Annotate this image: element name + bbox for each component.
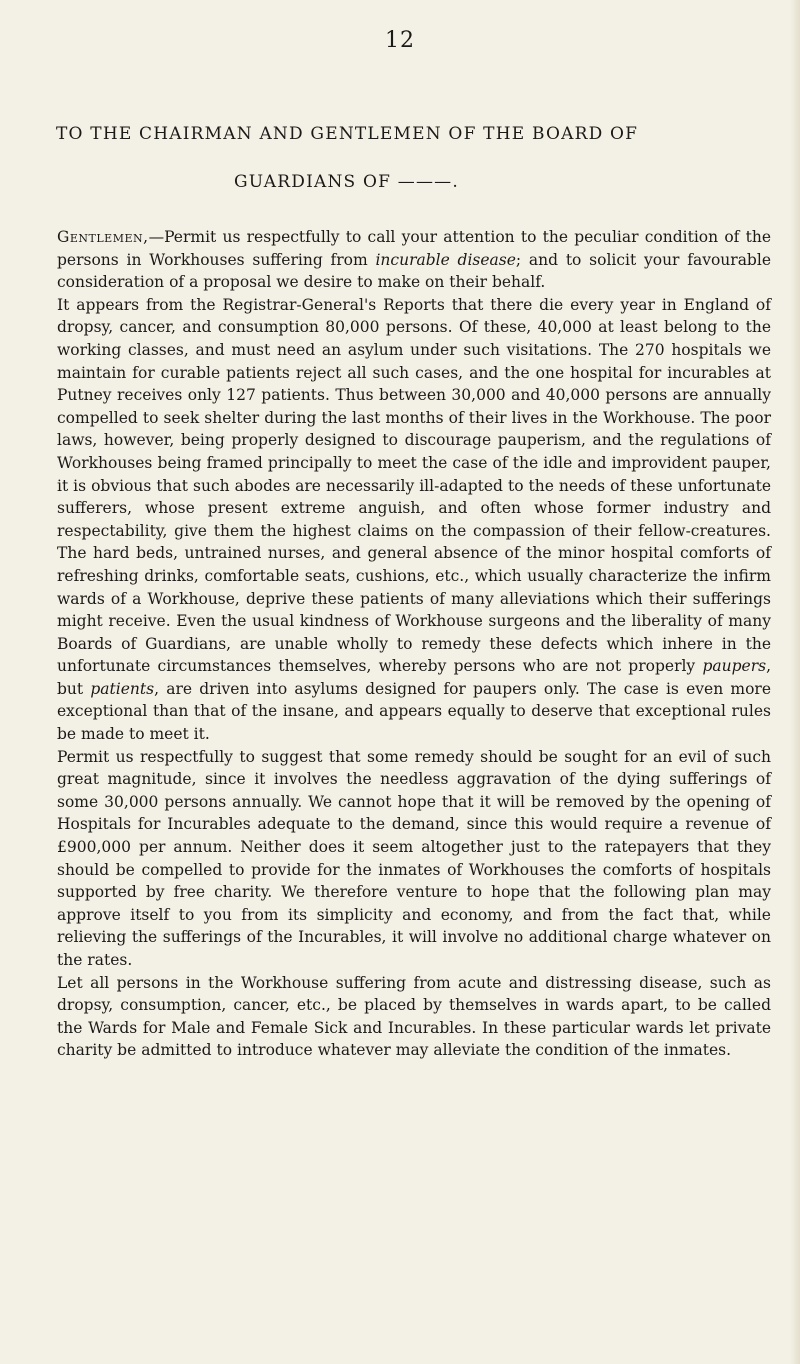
paragraph-1-text-a: —Permit us respectfully to call your attention to the peculiar condition of the persons in Workhouses suffering from — [57, 228, 771, 269]
heading-line-2: GUARDIANS OF ———. — [234, 172, 459, 192]
paragraph-3: Permit us respectfully to suggest that some remedy should be sought for an evil of such great magnitude, since it involves the needless aggravation of the dying sufferings of some 30,000 persons annually. We cannot hope that it will be removed by the opening of Hospitals for Incurables adequate to the demand, since this would require a revenue of £900,000 per annum. Neither does it seem altogether just to the ratepayers that they should be compelled to provide for the inmates of Workhouses the comforts of hospitals supported by free charity. We therefore venture to hope that the following plan may approve itself to you from its simplicity and economy, and from the fact that, while relieving the sufferings of the Incurables, it will involve no additional charge whatever on the rates. — [57, 747, 771, 969]
paragraph-2-mid: , but — [57, 657, 771, 698]
paragraph-1-emphasis: incurable disease — [375, 250, 516, 269]
paragraph-2-emphasis-patients: patients — [90, 679, 155, 698]
paragraph-2-text: It appears from the Registrar-General's Reports that there die every year in England of dropsy, cancer, and consumption 80,000 persons. Of these, 40,000 at least belong to the working classes, and must need an asylum under such visitations. The 270 hospitals we maintain for curable patients reject all such cases, and the one hospital for incurables at Putney receives only 127 patients. Thus between 30,000 and 40,000 persons are annually compelled to seek shelter during the last months of their lives in the Workhouse. The poor laws, however, being properly designed to discourage pauperism, and the regulations of Workhouses being framed principally to meet the case of the idle and improvident pauper, it is obvious that such abodes are necessarily ill-adapted to the needs of these unfortunate sufferers, whose present extreme anguish, and often whose former industry and respectability, give them the highest claims on the compassion of their fellow-creatures. The hard beds, untrained nurses, and general absence of the minor hospital comforts of refreshing drinks, comfortable seats, cushions, etc., which usually characterize the infirm wards of a Workhouse, deprive these patients of many alleviations which their sufferings might receive. Even the usual kindness of Workhouse surgeons and the liberality of many Boards of Guardians, are unable wholly to remedy these defects which inhere in the unfortunate circumstances themselves, whereby persons who are not properly — [57, 295, 771, 676]
paragraph-2-emphasis-paupers: paupers — [702, 657, 767, 676]
page-edge-shadow — [790, 0, 800, 1364]
heading-line-1: TO THE CHAIRMAN AND GENTLEMEN OF THE BOARD OF — [56, 124, 639, 144]
salutation: Gentlemen, — [57, 228, 149, 246]
body-text — [57, 226, 771, 1062]
paragraph-2-tail: , are driven into asylums designed for paupers only. The case is even more exceptional than that of the insane, and appears equally to deserve that exceptional rules be made to meet it. — [57, 679, 772, 744]
paragraph-4: Let all persons in the Workhouse suffering from acute and distressing disease, such as dropsy, consumption, cancer, etc., be placed by themselves in wards apart, to be called the Wards for Male and Female Sick and Incurables. In these particular wards let private charity be admitted to introduce whatever may alleviate the condition of the inmates. — [57, 973, 771, 1060]
paragraph-2 — [57, 294, 771, 746]
page-number: 12 — [385, 28, 415, 53]
paragraph-1-text-b: ; and to solicit your favourable consideration of a proposal we desire to make on their behalf. — [57, 250, 771, 292]
paragraph-1 — [57, 226, 771, 294]
